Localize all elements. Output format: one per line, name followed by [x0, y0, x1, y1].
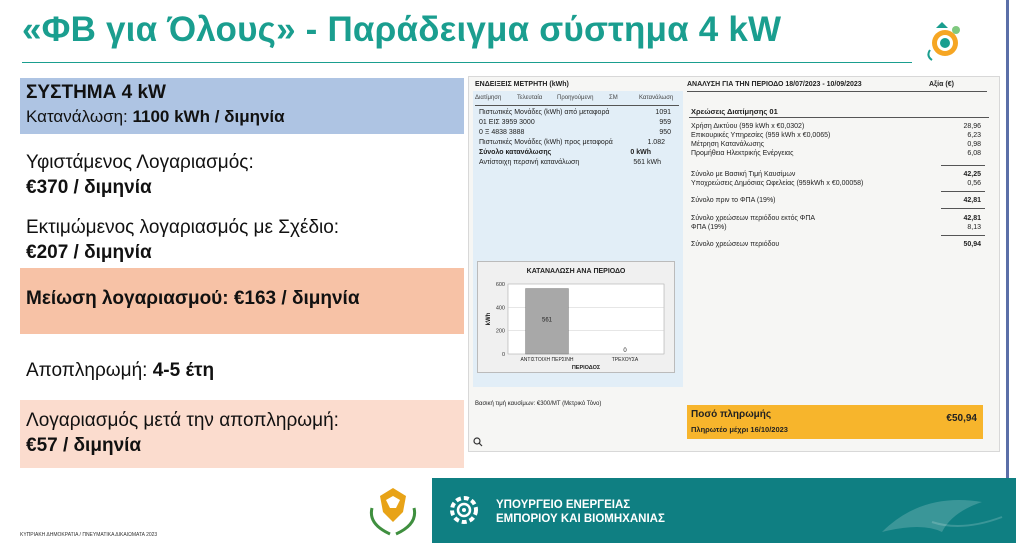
payback-prefix: Αποπληρωμή:	[26, 360, 153, 381]
analysis-rule	[687, 91, 987, 92]
consumption-chart	[477, 261, 675, 373]
meter-row-value: 1091	[655, 109, 671, 116]
payment-due: Πληρωτέο μέχρι 16/10/2023	[691, 425, 788, 434]
charge-value: 6,23	[967, 132, 981, 139]
charge-value: 0,56	[967, 180, 981, 187]
reduction-block	[20, 268, 464, 334]
chart-x-tick: ΑΝΤΙΣΤΟΙΧΗ ΠΕΡΣΙΝΗ	[520, 357, 574, 363]
ministry-line-1: ΥΠΟΥΡΓΕΙΟ ΕΝΕΡΓΕΙΑΣ	[496, 499, 631, 511]
meter-header: ΕΝΔΕΙΞΕΙΣ ΜΕΤΡΗΤΗ (kWh)	[475, 81, 569, 88]
subtotal-rule	[941, 191, 985, 192]
charge-value: 0,98	[967, 141, 981, 148]
charge-label: Χρήση Δικτύου (959 kWh x €0,0302)	[691, 123, 805, 130]
charge-value: 28,96	[963, 123, 981, 130]
meter-row-value: 950	[659, 129, 671, 136]
charge-label: Σύνολο πριν το ΦΠΑ (19%)	[691, 197, 776, 204]
charge-value: 42,81	[963, 215, 981, 222]
chart-data-label: 0	[623, 348, 627, 354]
charge-label: Μέτρηση Κατανάλωσης	[691, 141, 765, 148]
meter-col-4: Κατανάλωση	[639, 95, 674, 101]
after-payback-block	[20, 400, 464, 468]
ministry-gear-icon	[446, 492, 482, 528]
reduction-text: Μείωση λογαριασμού: €163 / διμηνία	[26, 288, 360, 309]
ministry-name	[496, 498, 665, 526]
charge-label: Προμήθεια Ηλεκτρικής Ενέργειας	[691, 150, 794, 157]
chart-x-tick: ΤΡΕΧΟΥΣΑ	[611, 357, 639, 363]
charge-value: 6,08	[967, 150, 981, 157]
payback-value: 4-5 έτη	[152, 360, 215, 381]
chart-plot	[478, 274, 674, 374]
charge-label: Υποχρεώσεις Δημόσιας Ωφελείας (959kWh x €0,00058)	[691, 180, 864, 187]
meter-row-label: Σύνολο κατανάλωσης	[479, 149, 552, 156]
meter-col-3: ΣΜ	[609, 95, 618, 101]
meter-row-label: 0 Ξ 4838 3888	[479, 129, 525, 136]
charge-label: Επικουρικές Υπηρεσίες (959 kWh x €0,0065)	[691, 132, 831, 139]
existing-value: €370 / διμηνία	[26, 177, 152, 198]
title-divider	[22, 62, 912, 63]
ministry-banner	[432, 478, 1016, 543]
slide-title: «ΦΒ για Όλους» - Παράδειγμα σύστημα 4 kW	[22, 10, 782, 49]
footer-copyright: ΚΥΠΡΙΑΚΗ ΔΗΜΟΚΡΑΤΙΑ / ΠΝΕΥΜΑΤΙΚΑ ΔΙΚΑΙΩΜΑΤΑ 2023	[20, 532, 158, 538]
chart-y-tick: 600	[495, 282, 505, 288]
cyprus-coat-of-arms-icon	[358, 478, 428, 542]
existing-label: Υφιστάμενος Λογαριασμός:	[26, 152, 254, 173]
after-label: Λογαριασμός μετά την αποπληρωμή:	[26, 410, 339, 431]
charge-value: 8,13	[967, 224, 981, 231]
charge-label: Σύνολο χρεώσεων περιόδου	[691, 241, 780, 248]
system-label: ΣΥΣΤΗΜΑ 4 kW	[26, 82, 166, 103]
payback-block	[20, 355, 464, 387]
after-value: €57 / διμηνία	[26, 435, 142, 456]
meter-row-label: Πιστωτικές Μονάδες (kWh) από μεταφορά	[479, 109, 610, 116]
charges-rule	[689, 117, 989, 118]
consumption-line	[26, 105, 458, 129]
charge-value: 42,81	[963, 197, 981, 204]
payment-label: Ποσό πληρωμής	[691, 409, 772, 420]
charge-label: Σύνολο με Βασική Τιμή Καυσίμων	[691, 171, 796, 178]
subtotal-rule	[941, 208, 985, 209]
system-block	[20, 78, 464, 134]
chart-x-label: ΠΕΡΙΟΔΟΣ	[571, 365, 601, 371]
payment-box	[687, 405, 983, 439]
estimated-value: €207 / διμηνία	[26, 242, 152, 263]
charges-header: Χρεώσεις Διατίμησης 01	[691, 107, 778, 116]
meter-row-value: 561 kWh	[633, 159, 661, 166]
solar-sun-logo-icon	[922, 18, 968, 64]
chart-data-label: 561	[541, 317, 553, 324]
consumption-prefix: Κατανάλωση:	[26, 107, 133, 126]
meter-col-0: Διατίμηση	[475, 95, 502, 101]
payback-line	[26, 358, 458, 383]
meter-row-label: Πιστωτικές Μονάδες (kWh) προς μεταφορά	[479, 139, 613, 146]
analysis-header: ΑΝΑΛΥΣΗ ΓΙΑ ΤΗΝ ΠΕΡΙΟΔΟ 18/07/2023 - 10/09/2023	[687, 81, 862, 88]
meter-row-label: Αντίστοιχη περσινή κατανάλωση	[479, 159, 580, 166]
search-icon[interactable]	[473, 437, 483, 447]
payment-amount: €50,94	[946, 413, 977, 424]
value-header: Αξία (€)	[929, 81, 954, 88]
meter-row-value: 959	[659, 119, 671, 126]
chart-y-label: kWh	[486, 312, 492, 326]
chart-y-tick: 200	[495, 328, 505, 335]
fuel-note: Βασική τιμή καυσίμων: €300/ΜΤ (Μετρικό Τόνο)	[475, 401, 602, 407]
electricity-bill	[468, 76, 1000, 452]
meter-row-label: 01 ΕΙΣ 3959 3000	[479, 119, 535, 126]
ministry-line-2: ΕΜΠΟΡΙΟΥ ΚΑΙ ΒΙΟΜΗΧΑΝΙΑΣ	[496, 513, 665, 525]
dove-watermark-icon	[862, 482, 1012, 542]
meter-col-1: Τελευταία	[517, 95, 543, 101]
meter-col-2: Προηγούμενη	[557, 95, 594, 101]
consumption-value: 1100 kWh / διμηνία	[132, 107, 285, 126]
chart-y-tick: 0	[501, 352, 505, 358]
charge-value: 50,94	[963, 241, 981, 248]
chart-title: ΚΑΤΑΝΑΛΩΣΗ ΑΝΑ ΠΕΡΙΟΔΟ	[526, 268, 626, 275]
charge-label: Σύνολο χρεώσεων περιόδου εκτός ΦΠΑ	[691, 215, 816, 222]
estimated-bill-block	[20, 212, 464, 268]
subtotal-rule	[941, 165, 985, 166]
meter-row-value: 1.082	[647, 139, 665, 146]
estimated-label: Εκτιμώμενος λογαριασμός με Σχέδιο:	[26, 217, 340, 238]
chart-y-tick: 400	[495, 305, 505, 312]
subtotal-rule	[941, 235, 985, 236]
charge-label: ΦΠΑ (19%)	[691, 224, 727, 231]
right-edge-bar	[1006, 0, 1009, 543]
meter-rule	[475, 105, 679, 106]
existing-bill-block	[20, 147, 464, 203]
meter-row-value: 0 kWh	[630, 149, 651, 156]
charge-value: 42,25	[963, 171, 981, 178]
